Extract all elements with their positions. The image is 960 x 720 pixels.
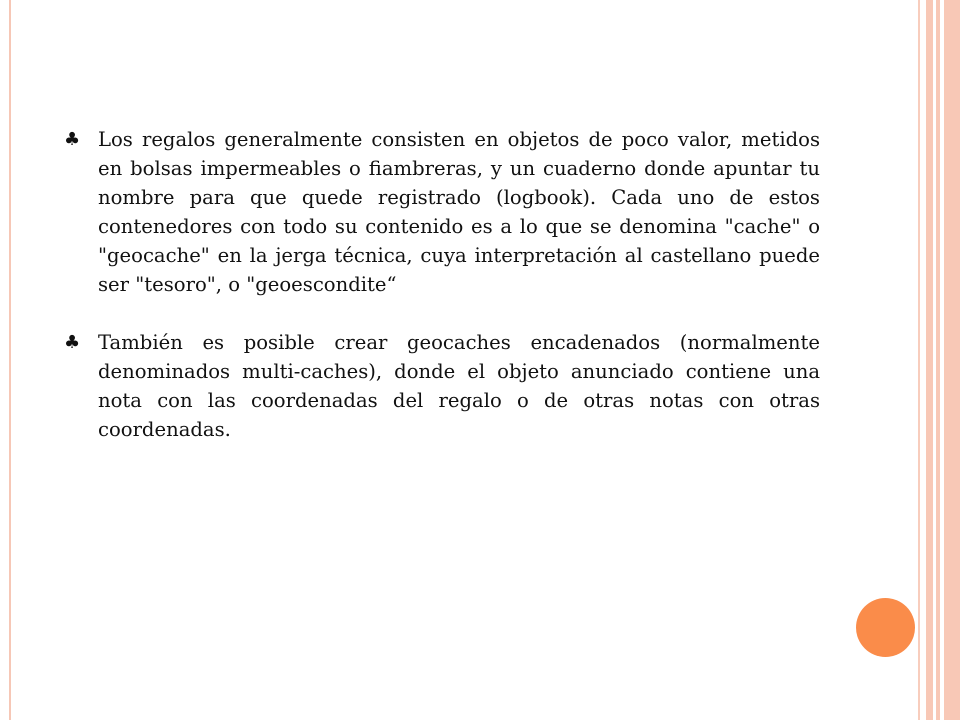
bullet-paragraph <box>64 328 820 444</box>
right-stripe <box>944 0 960 720</box>
bullet-paragraph <box>64 125 820 299</box>
right-stripe <box>926 0 933 720</box>
slide-body <box>64 125 820 473</box>
bullet-text: Los regalos generalmente consisten en objetos de poco valor, metidos en bolsas impermeables o fiambreras, y un cuaderno donde apuntar tu nombre para que quede registrado (logbook). Cada uno de estos contenedores con todo su contenido es a lo que se denomina "cache" o "geocache" en la jerga técnica, cuya interpretación al castellano puede ser "tesoro", o "geoescondite“ <box>98 128 820 296</box>
club-bullet-icon: ♣ <box>64 332 81 353</box>
club-bullet-icon: ♣ <box>64 129 81 150</box>
bullet-text: También es posible crear geocaches encadenados (normalmente denominados multi-caches), donde el objeto anunciado contiene una nota con las coordenadas del regalo o de otras notas con otras coordenadas. <box>98 331 820 441</box>
left-border-line <box>0 0 11 720</box>
orange-circle-decoration <box>856 598 915 657</box>
